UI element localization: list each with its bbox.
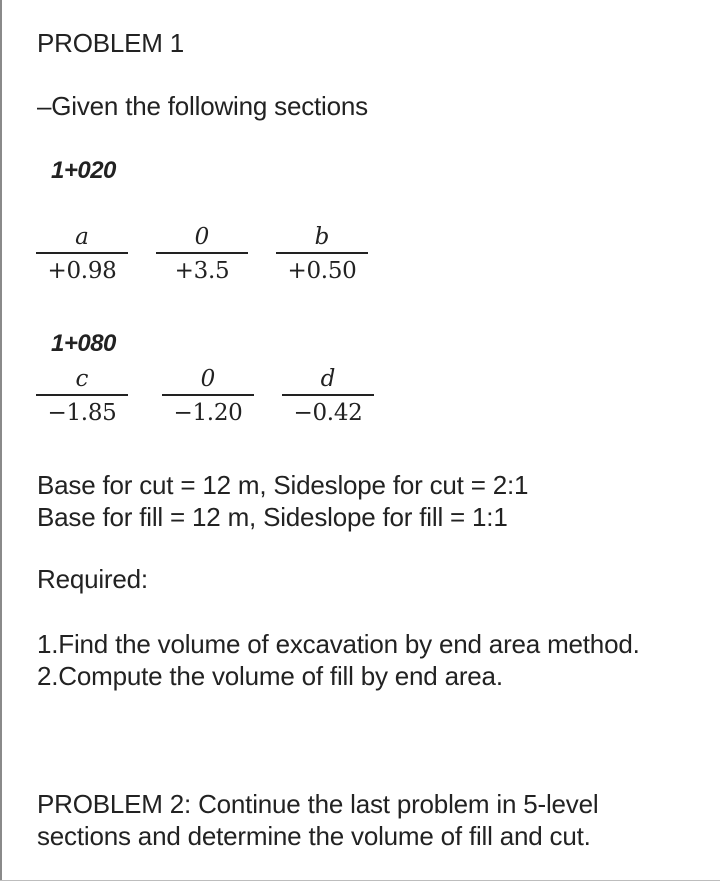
base-parameters	[37, 469, 528, 533]
base-fill-line: Base for fill = 12 m, Sideslope for fill = 1:1	[37, 502, 508, 532]
fraction-denominator: +3.5	[174, 258, 230, 284]
left-border	[0, 0, 2, 881]
fraction-denominator: −1.20	[173, 400, 243, 426]
fraction-numerator: 0	[200, 366, 216, 392]
problem2-line-2: sections and determine the volume of fill and cut.	[37, 821, 591, 851]
fraction-numerator: d	[320, 366, 336, 392]
fraction-denominator: +0.50	[287, 258, 357, 284]
fraction-denominator: +0.98	[47, 258, 117, 284]
fraction-s1-right	[272, 222, 372, 288]
fraction-s1-left	[32, 222, 132, 288]
problem2-text	[37, 788, 598, 852]
fraction-numerator: 0	[194, 224, 210, 250]
fraction-s2-right	[278, 364, 378, 430]
problem1-title: PROBLEM 1	[37, 28, 185, 58]
required-label: Required:	[37, 564, 148, 594]
fraction-numerator: c	[75, 366, 89, 392]
requirements-list	[37, 628, 640, 692]
fraction-s2-center	[158, 364, 258, 430]
requirement-2: 2.Compute the volume of fill by end area.	[37, 661, 503, 691]
fraction-denominator: −1.85	[47, 400, 117, 426]
station-1: 1+020	[51, 157, 116, 184]
fraction-s2-left	[32, 364, 132, 430]
problem2-line-1: PROBLEM 2: Continue the last problem in 5-level	[37, 789, 599, 819]
requirement-1: 1.Find the volume of excavation by end area method.	[37, 629, 640, 659]
fraction-s1-center	[152, 222, 252, 288]
fraction-numerator: b	[314, 224, 330, 250]
fraction-denominator: −0.42	[293, 400, 363, 426]
problem1-intro: –Given the following sections	[37, 91, 368, 121]
fraction-numerator: a	[75, 224, 89, 250]
base-cut-line: Base for cut = 12 m, Sideslope for cut = 2:1	[37, 470, 529, 500]
station-2: 1+080	[51, 330, 116, 357]
